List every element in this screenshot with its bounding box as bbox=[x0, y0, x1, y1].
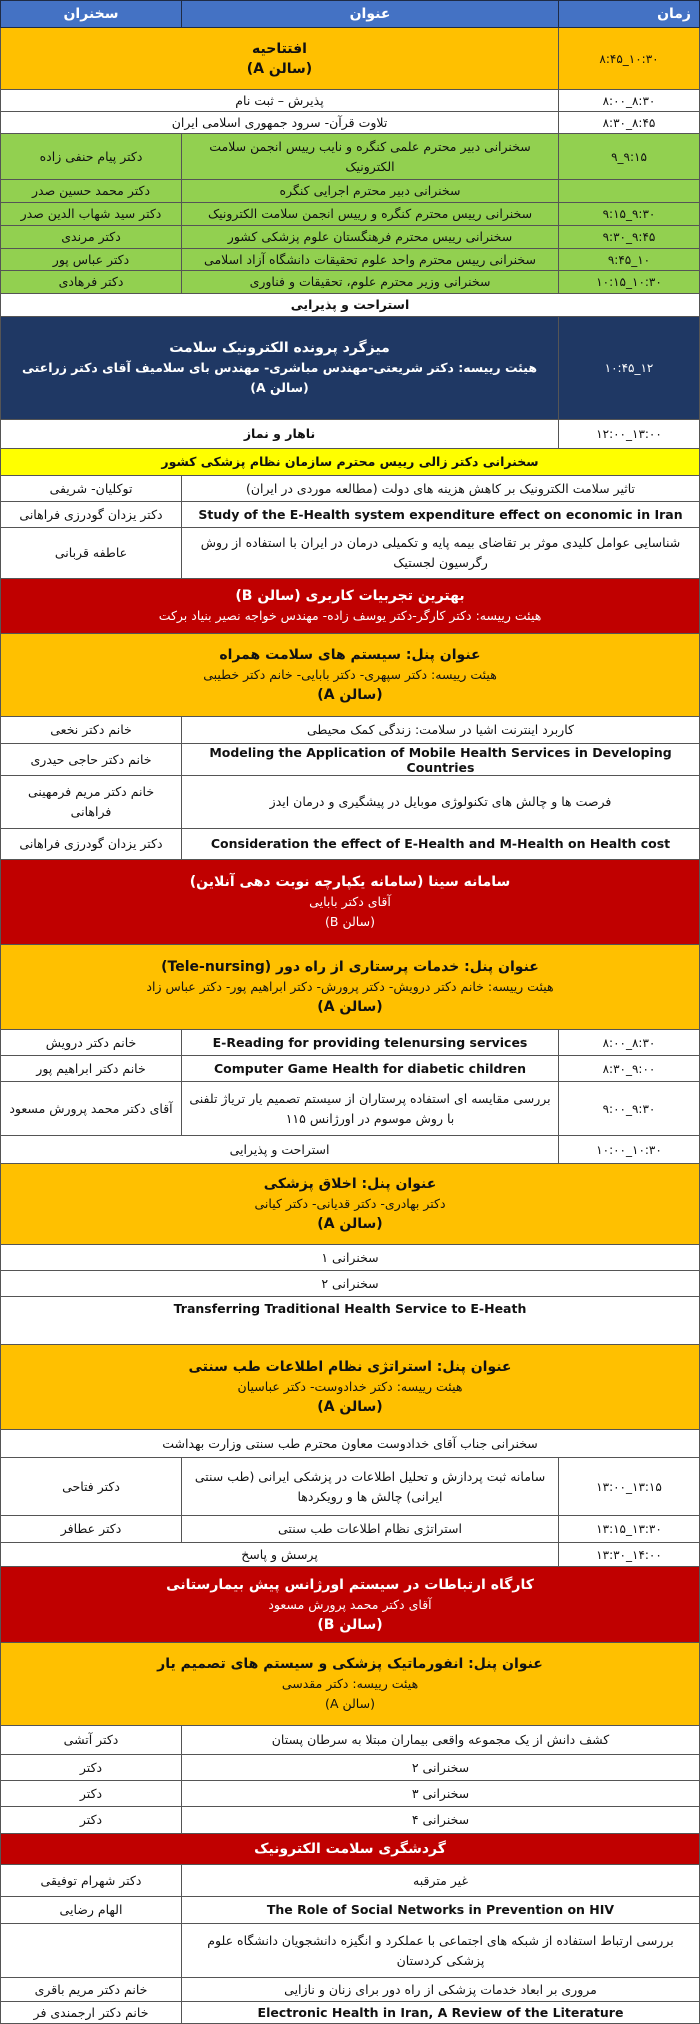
quran-time: ۸:۳۰_۸:۴۵ bbox=[558, 112, 700, 134]
row-speaker: دکتر سید شهاب الدین صدر bbox=[0, 203, 182, 226]
sina-title: سامانه سینا (سامانه یکپارچه نوبت دهی آنلاین) bbox=[189, 874, 511, 890]
row-speaker: دکتر آتشی bbox=[0, 1726, 182, 1755]
row-time: ۹:۳۰_۹:۴۵ bbox=[558, 226, 700, 249]
ethics-panel-board: دکتر بهادری- دکتر قدیانی- دکتر کیانی bbox=[254, 1196, 446, 1211]
mhealth-panel-board: هیئت رییسه: دکتر سپهری- دکتر بابایی- خانم دکتر خطیبی bbox=[203, 667, 497, 682]
row-speaker: خانم دکتر مریم فرمهینی فراهانی bbox=[0, 776, 182, 829]
table-row bbox=[0, 776, 700, 829]
telenursing-panel-row bbox=[0, 945, 700, 1030]
table-row bbox=[0, 502, 700, 528]
row-title: Study of the E-Health system expenditure effect on economic in Iran bbox=[181, 502, 700, 528]
header-speaker: سخنران bbox=[0, 0, 182, 28]
table-row bbox=[0, 1924, 700, 1978]
row-speaker: خانم دکتر درویش bbox=[0, 1030, 182, 1056]
break-row bbox=[0, 294, 700, 317]
tourism-title: گردشگری سلامت الکترونیک bbox=[0, 1834, 700, 1865]
best-practices-title: بهترین تجربیات کاربری (سالن B) bbox=[235, 588, 465, 604]
table-row bbox=[0, 1978, 700, 2002]
workshop-title: کارگاه ارتباطات در سیستم اورژانس پیش بیمارستانی bbox=[166, 1576, 534, 1593]
best-practices-cell bbox=[0, 579, 700, 634]
quran-title: تلاوت قرآن- سرود جمهوری اسلامی ایران bbox=[0, 112, 559, 134]
table-row bbox=[0, 271, 700, 294]
row-title: شناسایی عوامل کلیدی موثر بر تقاضای بیمه پایه و تکمیلی درمان در ایران با استفاده از روش رگرسیون لجستیک bbox=[181, 528, 700, 579]
row-speaker: دکتر یزدان گودرزی فراهانی bbox=[0, 829, 182, 860]
header-time: زمان bbox=[558, 0, 700, 28]
table-row bbox=[0, 476, 700, 502]
table-row bbox=[0, 2002, 700, 2024]
row-speaker: دکتر bbox=[0, 1781, 182, 1807]
table-row bbox=[0, 717, 700, 744]
roundtable-board: هیئت رییسه: دکتر شریعتی-مهندس مباشری- مهندس بای سلامیف آقای دکتر زراعتی (سالن A) bbox=[21, 360, 538, 395]
row-title: سخنرانی ۱ bbox=[0, 1245, 700, 1271]
telenursing-panel-cell bbox=[0, 945, 700, 1030]
traditional-panel-board: هیئت رییسه: دکتر خدادوست- دکتر عباسیان bbox=[237, 1379, 463, 1394]
row-time: ۹:۱۵_۹:۳۰ bbox=[558, 203, 700, 226]
break-row bbox=[0, 1136, 700, 1164]
row-speaker: خانم دکتر ارجمندی فر bbox=[0, 2002, 182, 2024]
table-row bbox=[0, 1807, 700, 1834]
table-row bbox=[0, 1082, 700, 1136]
lunch-time: ۱۲:۰۰_۱۳:۰۰ bbox=[558, 420, 700, 449]
roundtable-time: ۱۰:۴۵_۱۲ bbox=[558, 317, 700, 420]
telenursing-panel-title: عنوان پنل: خدمات پرستاری از راه دور (Tele-nursing) bbox=[161, 959, 539, 975]
table-row bbox=[0, 180, 700, 203]
opening-title: افتتاحیه bbox=[252, 40, 307, 57]
row-speaker: دکتر یزدان گودرزی فراهانی bbox=[0, 502, 182, 528]
khodadoust-title: سخنرانی جناب آقای خدادوست معاون محترم طب سنتی وزارت بهداشت bbox=[0, 1430, 700, 1458]
row-title: Transferring Traditional Health Service to E-Heath bbox=[0, 1297, 700, 1345]
row-speaker: خانم دکتر ابراهیم پور bbox=[0, 1056, 182, 1082]
row-title: کاربرد اینترنت اشیا در سلامت: زندگی کمک محیطی bbox=[181, 717, 700, 744]
roundtable-title-cell bbox=[0, 317, 559, 420]
opening-row bbox=[0, 28, 700, 90]
row-time: ۱۳:۰۰_۱۳:۱۵ bbox=[558, 1458, 700, 1516]
row-title: سخنرانی رییس محترم واحد علوم تحقیقات دانشگاه آزاد اسلامی bbox=[181, 249, 559, 271]
row-title: E-Reading for providing telenursing services bbox=[181, 1030, 559, 1056]
traditional-panel-cell bbox=[0, 1345, 700, 1430]
workshop-row bbox=[0, 1567, 700, 1643]
row-time: ۱۳:۱۵_۱۳:۳۰ bbox=[558, 1516, 700, 1543]
row-speaker: آقای دکتر محمد پرورش مسعود bbox=[0, 1082, 182, 1136]
row-title: سخنرانی ۲ bbox=[0, 1271, 700, 1297]
row-speaker: دکتر محمد حسین صدر bbox=[0, 180, 182, 203]
row-speaker: دکتر فتاحی bbox=[0, 1458, 182, 1516]
mhealth-panel-cell bbox=[0, 634, 700, 717]
row-title: تاثیر سلامت الکترونیک بر کاهش هزینه های دولت (مطالعه موردی در ایران) bbox=[181, 476, 700, 502]
row-title: سخنرانی دبیر محترم علمی کنگره و نایب رییس انجمن سلامت الکترونیک bbox=[181, 134, 559, 180]
informatics-panel-row bbox=[0, 1643, 700, 1726]
quran-row bbox=[0, 112, 700, 134]
row-time: ۸:۳۰_۹:۰۰ bbox=[558, 1056, 700, 1082]
row-speaker: دکتر مرندی bbox=[0, 226, 182, 249]
ethics-panel-row bbox=[0, 1164, 700, 1245]
zali-title: سخنرانی دکتر زالی رییس محترم سازمان نظام پزشکی کشور bbox=[0, 449, 700, 476]
sina-presenter: آقای دکتر بابایی bbox=[309, 894, 391, 909]
row-title: کشف دانش از یک مجموعه واقعی بیماران مبتلا به سرطان پستان bbox=[181, 1726, 700, 1755]
table-row bbox=[0, 1030, 700, 1056]
row-speaker: دکتر عباس پور bbox=[0, 249, 182, 271]
row-speaker: دکتر فرهادی bbox=[0, 271, 182, 294]
roundtable-row bbox=[0, 317, 700, 420]
workshop-presenter: آقای دکتر محمد پرورش مسعود bbox=[268, 1596, 432, 1612]
traditional-panel-title: عنوان پنل: استراتژی نظام اطلاعات طب سنتی bbox=[188, 1359, 512, 1375]
lunch-row bbox=[0, 420, 700, 449]
row-speaker: دکتر bbox=[0, 1807, 182, 1834]
best-practices-row bbox=[0, 579, 700, 634]
tourism-row bbox=[0, 1834, 700, 1865]
row-title: مروری بر ابعاد خدمات پزشکی از راه دور برای زنان و نازایی bbox=[181, 1978, 700, 2002]
opening-time: ۸:۴۵_۱۰:۳۰ bbox=[558, 28, 700, 90]
row-time bbox=[558, 180, 700, 203]
table-row bbox=[0, 1271, 700, 1297]
row-time: ۸:۰۰_۸:۳۰ bbox=[558, 1030, 700, 1056]
break2-title: استراحت و پذیرایی bbox=[0, 1136, 559, 1164]
row-title: بررسی مقایسه ای استفاده پرستاران از سیستم تصمیم یار تریاژ تلفنی با روش موسوم در اورژانس ۱۱۵ bbox=[181, 1082, 559, 1136]
registration-title: پذیرش – ثبت نام bbox=[0, 90, 559, 112]
row-speaker: توکلیان- شریفی bbox=[0, 476, 182, 502]
roundtable-title: میزگرد پرونده الکترونیک سلامت bbox=[169, 340, 390, 356]
traditional-panel-hall: (سالن A) bbox=[317, 1399, 383, 1415]
row-title: Consideration the effect of E-Health and M-Health on Health cost bbox=[181, 829, 700, 860]
row-title: Modeling the Application of Mobile Health Services in Developing Countries bbox=[181, 744, 700, 776]
sina-cell bbox=[0, 860, 700, 945]
table-row bbox=[0, 1516, 700, 1543]
row-speaker: دکتر شهرام توفیقی bbox=[0, 1865, 182, 1897]
row-title: سخنرانی ۲ bbox=[181, 1755, 700, 1781]
informatics-panel-board: هیئت رییسه: دکتر مقدسی bbox=[281, 1676, 419, 1691]
table-row bbox=[0, 1755, 700, 1781]
table-row bbox=[0, 528, 700, 579]
row-title: بررسی ارتباط استفاده از شبکه های اجتماعی با عملکرد و انگیزه دانشجویان دانشگاه علوم پزشکی کردستان bbox=[181, 1924, 700, 1978]
table-row bbox=[0, 1056, 700, 1082]
qa-title: پرسش و پاسخ bbox=[0, 1543, 559, 1567]
table-row bbox=[0, 1865, 700, 1897]
informatics-panel-title: عنوان پنل: انفورماتیک پزشکی و سیستم های تصمیم یار bbox=[157, 1656, 543, 1672]
row-title: سامانه ثبت پردازش و تحلیل اطلاعات در پزشکی ایرانی (طب سنتی ایرانی) چالش ها و رویکردها bbox=[181, 1458, 559, 1516]
row-title: سخنرانی ۳ bbox=[181, 1781, 700, 1807]
row-title: سخنرانی رییس محترم کنگره و رییس انجمن سلامت الکترونیک bbox=[181, 203, 559, 226]
row-time: ۹:۰۰_۹:۳۰ bbox=[558, 1082, 700, 1136]
mhealth-panel-hall: (سالن A) bbox=[317, 687, 383, 703]
row-title: سخنرانی وزیر محترم علوم، تحقیقات و فناوری bbox=[181, 271, 559, 294]
row-time: ۹_۹:۱۵ bbox=[558, 134, 700, 180]
opening-hall: (سالن A) bbox=[246, 60, 313, 77]
row-speaker bbox=[0, 1924, 182, 1978]
row-title: The Role of Social Networks in Prevention on HIV bbox=[181, 1897, 700, 1924]
telenursing-panel-board: هیئت رییسه: خانم دکتر درویش- دکتر پرورش- دکتر ابراهیم پور- دکتر عباس زاد bbox=[146, 979, 554, 994]
break2-time: ۱۰:۰۰_۱۰:۳۰ bbox=[558, 1136, 700, 1164]
table-row bbox=[0, 1897, 700, 1924]
table-row bbox=[0, 744, 700, 776]
table-row bbox=[0, 226, 700, 249]
workshop-cell bbox=[0, 1567, 700, 1643]
opening-title-cell bbox=[0, 28, 559, 90]
table-row bbox=[0, 203, 700, 226]
table-row bbox=[0, 829, 700, 860]
row-speaker: خانم دکتر مریم باقری bbox=[0, 1978, 182, 2002]
table-row bbox=[0, 1458, 700, 1516]
sina-hall: (سالن B) bbox=[325, 914, 375, 929]
registration-row bbox=[0, 90, 700, 112]
khodadoust-row bbox=[0, 1430, 700, 1458]
zali-row bbox=[0, 449, 700, 476]
mhealth-panel-row bbox=[0, 634, 700, 717]
row-title: Computer Game Health for diabetic children bbox=[181, 1056, 559, 1082]
table-header bbox=[0, 0, 700, 28]
best-practices-board: هیئت رییسه: دکتر کارگر-دکتر یوسف زاده- مهندس خواجه نصیر بنیاد برکت bbox=[158, 608, 542, 623]
row-title: استراتژی نظام اطلاعات طب سنتی bbox=[181, 1516, 559, 1543]
table-row bbox=[0, 1297, 700, 1345]
row-speaker: خانم دکتر حاجی حیدری bbox=[0, 744, 182, 776]
traditional-panel-row bbox=[0, 1345, 700, 1430]
row-speaker: الهام رضایی bbox=[0, 1897, 182, 1924]
row-time: ۹:۴۵_۱۰ bbox=[558, 249, 700, 271]
sina-row bbox=[0, 860, 700, 945]
lunch-title: ناهار و نماز bbox=[0, 420, 559, 449]
row-title: سخنرانی ۴ bbox=[181, 1807, 700, 1834]
table-row bbox=[0, 134, 700, 180]
row-title: فرصت ها و چالش های تکنولوژی موبایل در پیشگیری و درمان ایدز bbox=[181, 776, 700, 829]
informatics-panel-cell bbox=[0, 1643, 700, 1726]
break-title: استراحت و پذیرایی bbox=[0, 294, 700, 317]
row-title: سخنرانی رییس محترم فرهنگستان علوم پزشکی کشور bbox=[181, 226, 559, 249]
ethics-panel-cell bbox=[0, 1164, 700, 1245]
table-row bbox=[0, 1726, 700, 1755]
ethics-panel-title: عنوان پنل: اخلاق پزشکی bbox=[263, 1176, 437, 1192]
table-row bbox=[0, 249, 700, 271]
row-title: سخنرانی دبیر محترم اجرایی کنگره bbox=[181, 180, 559, 203]
header-title: عنوان bbox=[181, 0, 559, 28]
row-speaker: دکتر عطافر bbox=[0, 1516, 182, 1543]
registration-time: ۸:۰۰_۸:۳۰ bbox=[558, 90, 700, 112]
ethics-panel-hall: (سالن A) bbox=[317, 1216, 383, 1232]
row-speaker: دکتر bbox=[0, 1755, 182, 1781]
row-title: غیر مترقبه bbox=[181, 1865, 700, 1897]
qa-row bbox=[0, 1543, 700, 1567]
row-speaker: عاطفه قربانی bbox=[0, 528, 182, 579]
workshop-hall: (سالن B) bbox=[317, 1616, 383, 1633]
telenursing-panel-hall: (سالن A) bbox=[317, 999, 383, 1015]
table-row bbox=[0, 1245, 700, 1271]
row-speaker: دکتر پیام حنفی زاده bbox=[0, 134, 182, 180]
table-row bbox=[0, 1781, 700, 1807]
mhealth-panel-title: عنوان پنل: سیستم های سلامت همراه bbox=[219, 647, 481, 663]
informatics-panel-hall: (سالن A) bbox=[325, 1696, 375, 1711]
qa-time: ۱۳:۳۰_۱۴:۰۰ bbox=[558, 1543, 700, 1567]
row-time: ۱۰:۱۵_۱۰:۳۰ bbox=[558, 271, 700, 294]
row-speaker: خانم دکتر نخعی bbox=[0, 717, 182, 744]
row-title: Electronic Health in Iran, A Review of the Literature bbox=[181, 2002, 700, 2024]
